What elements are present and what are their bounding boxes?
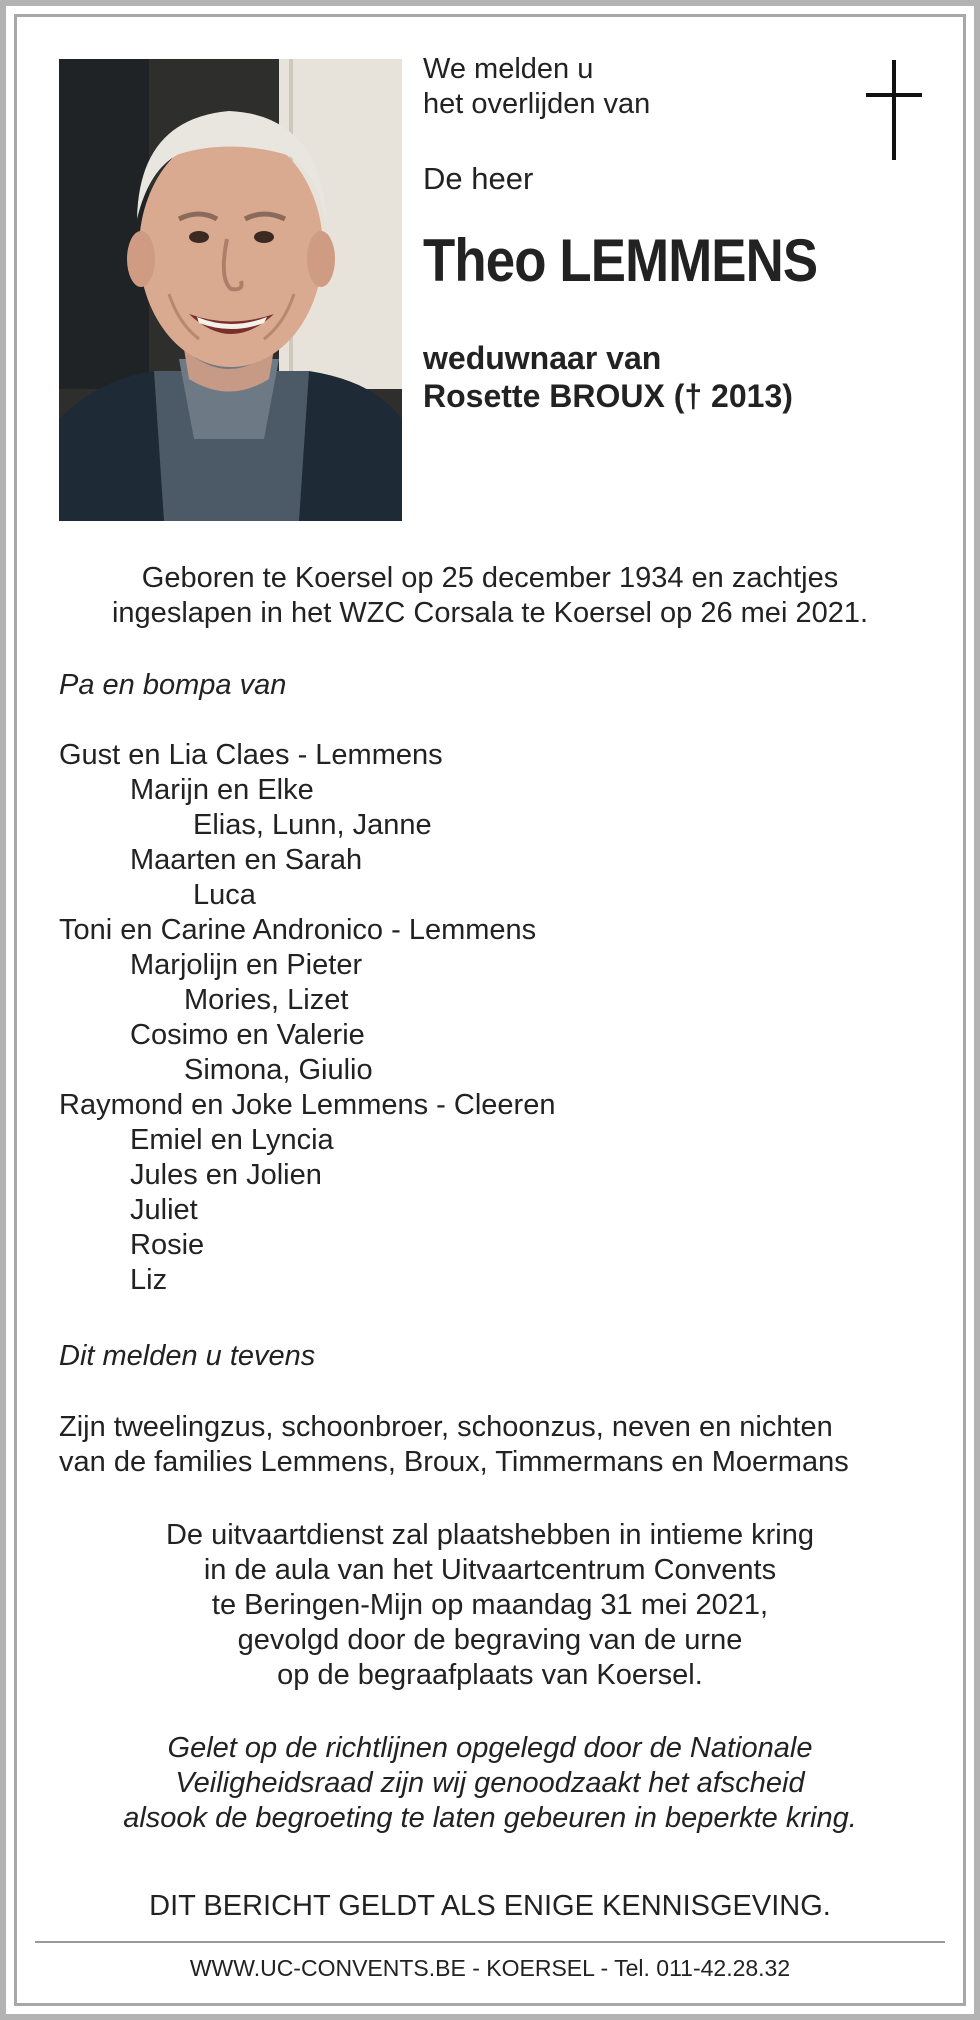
sole-notice: DIT BERICHT GELDT ALS ENIGE KENNISGEVING. xyxy=(149,1890,831,1922)
list-item: Marjolijn en Pieter xyxy=(130,949,363,981)
list-item: Elias, Lunn, Janne xyxy=(193,809,432,841)
list-item: Toni en Carine Andronico - Lemmens xyxy=(59,914,537,946)
relatives-line: van de families Lemmens, Broux, Timmermans en Moermans xyxy=(59,1446,849,1478)
cross-icon xyxy=(864,60,924,160)
footer-contact: WWW.UC-CONVENTS.BE - KOERSEL - Tel. 011-42.28.32 xyxy=(189,1955,791,1981)
list-item: Liz xyxy=(130,1264,168,1296)
list-item: Mories, Lizet xyxy=(184,984,349,1016)
service-line: te Beringen-Mijn op maandag 31 mei 2021, xyxy=(211,1589,769,1621)
gelet-line: alsook de begroeting te laten gebeuren in beperkte kring. xyxy=(123,1802,857,1834)
salutation: De heer xyxy=(423,161,534,196)
service-line: in de aula van het Uitvaartcentrum Convents xyxy=(203,1554,777,1586)
list-item: Emiel en Lyncia xyxy=(130,1124,334,1156)
list-item: Gust en Lia Claes - Lemmens xyxy=(59,739,443,771)
portrait-photo xyxy=(59,59,402,521)
list-item: Maarten en Sarah xyxy=(130,844,363,876)
intro-line: We melden u xyxy=(423,53,594,85)
gelet-line: Gelet op de richtlijnen opgelegd door de Nationale xyxy=(167,1732,813,1764)
widower-line: weduwnaar van xyxy=(423,340,662,376)
intro-line: het overlijden van xyxy=(423,88,651,120)
widower-of xyxy=(423,339,793,415)
melden-heading: Dit melden u tevens xyxy=(59,1340,316,1372)
birth-death-text xyxy=(30,561,950,631)
list-item: Rosie xyxy=(130,1229,205,1261)
relatives-text xyxy=(59,1410,849,1480)
divider xyxy=(35,1941,945,1943)
family-list xyxy=(59,738,555,1298)
pa-heading: Pa en bompa van xyxy=(59,669,287,701)
widower-line: Rosette BROUX († 2013) xyxy=(423,378,793,414)
born-line: Geboren te Koersel op 25 december 1934 en zachtjes xyxy=(141,562,839,594)
list-item: Marijn en Elke xyxy=(130,774,314,806)
intro-text xyxy=(423,52,650,122)
list-item: Luca xyxy=(193,879,256,911)
service-line: op de begraafplaats van Koersel. xyxy=(277,1659,703,1691)
born-line: ingeslapen in het WZC Corsala te Koersel op 26 mei 2021. xyxy=(111,597,869,629)
list-item: Cosimo en Valerie xyxy=(130,1019,365,1051)
deceased-name: Theo LEMMENS xyxy=(423,227,818,294)
relatives-line: Zijn tweelingzus, schoonbroer, schoonzus, neven en nichten xyxy=(59,1411,833,1443)
service-line: De uitvaartdienst zal plaatshebben in intieme kring xyxy=(165,1519,815,1551)
funeral-service-text xyxy=(30,1518,950,1693)
service-line: gevolgd door de begraving van de urne xyxy=(237,1624,743,1656)
gelet-line: Veiligheidsraad zijn wij genoodzaakt het afscheid xyxy=(175,1767,805,1799)
list-item: Simona, Giulio xyxy=(184,1054,373,1086)
list-item: Jules en Jolien xyxy=(130,1159,322,1191)
list-item: Juliet xyxy=(130,1194,198,1226)
covid-notice xyxy=(30,1731,950,1836)
list-item: Raymond en Joke Lemmens - Cleeren xyxy=(59,1089,556,1121)
